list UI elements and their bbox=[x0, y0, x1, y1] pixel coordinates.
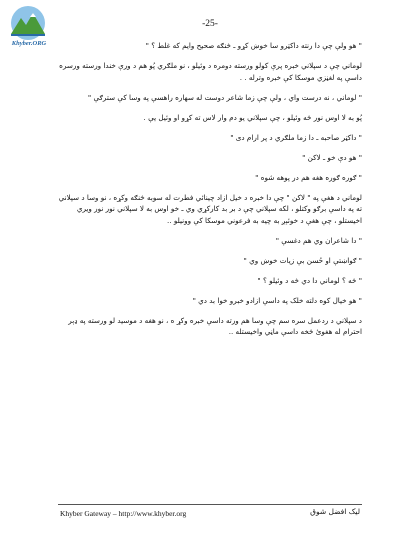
paragraph: " داکټر صاحبه ـ دا زما ملګري د پر ارام دی " bbox=[230, 132, 362, 142]
paragraph: پُو به لا اوس نور څه وئیلو ، چې سپلاني یو دم وار لاس ته کړو او وئیل یې . bbox=[143, 112, 362, 122]
paragraph: " هو دې خو ـ لاکن " bbox=[302, 152, 362, 162]
paragraph: لوماني چې د سپلاني خبره پرې کولو ورسته دومره د وئیلو ، نو ملګري پُو هم د ورې خندا ورسته ورسره داسې په لغڼزي موسکا کې خبره وترله . . bbox=[59, 61, 362, 82]
paragraph: " څه ؟ لوماني دا دي څه د وئیلو ؟ " bbox=[257, 275, 362, 285]
document-body bbox=[58, 40, 362, 346]
page-number: -25- bbox=[202, 19, 218, 29]
paragraph: " دا شاعران وي هم دغسې " bbox=[275, 235, 362, 245]
logo-text: Khyber.ORG bbox=[11, 40, 47, 47]
paragraph: " ګوره ګوره هغه هم در پوهه شوه " bbox=[255, 172, 362, 182]
footer-author: لیک افضل شوق bbox=[310, 507, 360, 516]
footer-divider bbox=[58, 504, 362, 505]
paragraph: " هو ولې چې دا رنته داکټرو سا خوښ کړو ـ څنګه صحیح وايم که غلط ؟ " bbox=[145, 41, 362, 50]
paragraph: " لوماني ، نه درست واي ، ولې چې زما شاعر دوست له سهاره راهسې په وسا کې سترګې " bbox=[87, 92, 362, 102]
paragraph: لوماني د هغې په " لاکن " چې دا خبره د خیل ازاد چینائي فطرت له سوبه څنګه وکړه ، نو وسا د سپلاني ته په داسې برګو وکتلو ، لکه سپلاني چې د بر بد کارکړي وي ـ خو اوس به لا سپلاني نور نور ویري اخیستلو ، چې هغې د خوئېږ به چیه به فرعوني موسکا کې وونیلو .. bbox=[58, 192, 362, 225]
footer-site-link[interactable]: Khyber Gateway – http://www.khyber.org bbox=[60, 509, 187, 518]
paragraph: " ګواښتې او حُسن بې زيات خوښ وي " bbox=[243, 255, 362, 265]
paragraph: د سپلاني د ردعمل سره سم چې وسا هم ورته داسې خبره وکړ ه ، نو هغه د موسید لو ورسته په ډېر احترام له هغوئ څخه داسې ماڼي واخیستله .. bbox=[68, 315, 362, 336]
paragraph: " هو خیال کوه دلته خلک په داسې ازادو خبرو خوا بد دي " bbox=[192, 295, 362, 305]
